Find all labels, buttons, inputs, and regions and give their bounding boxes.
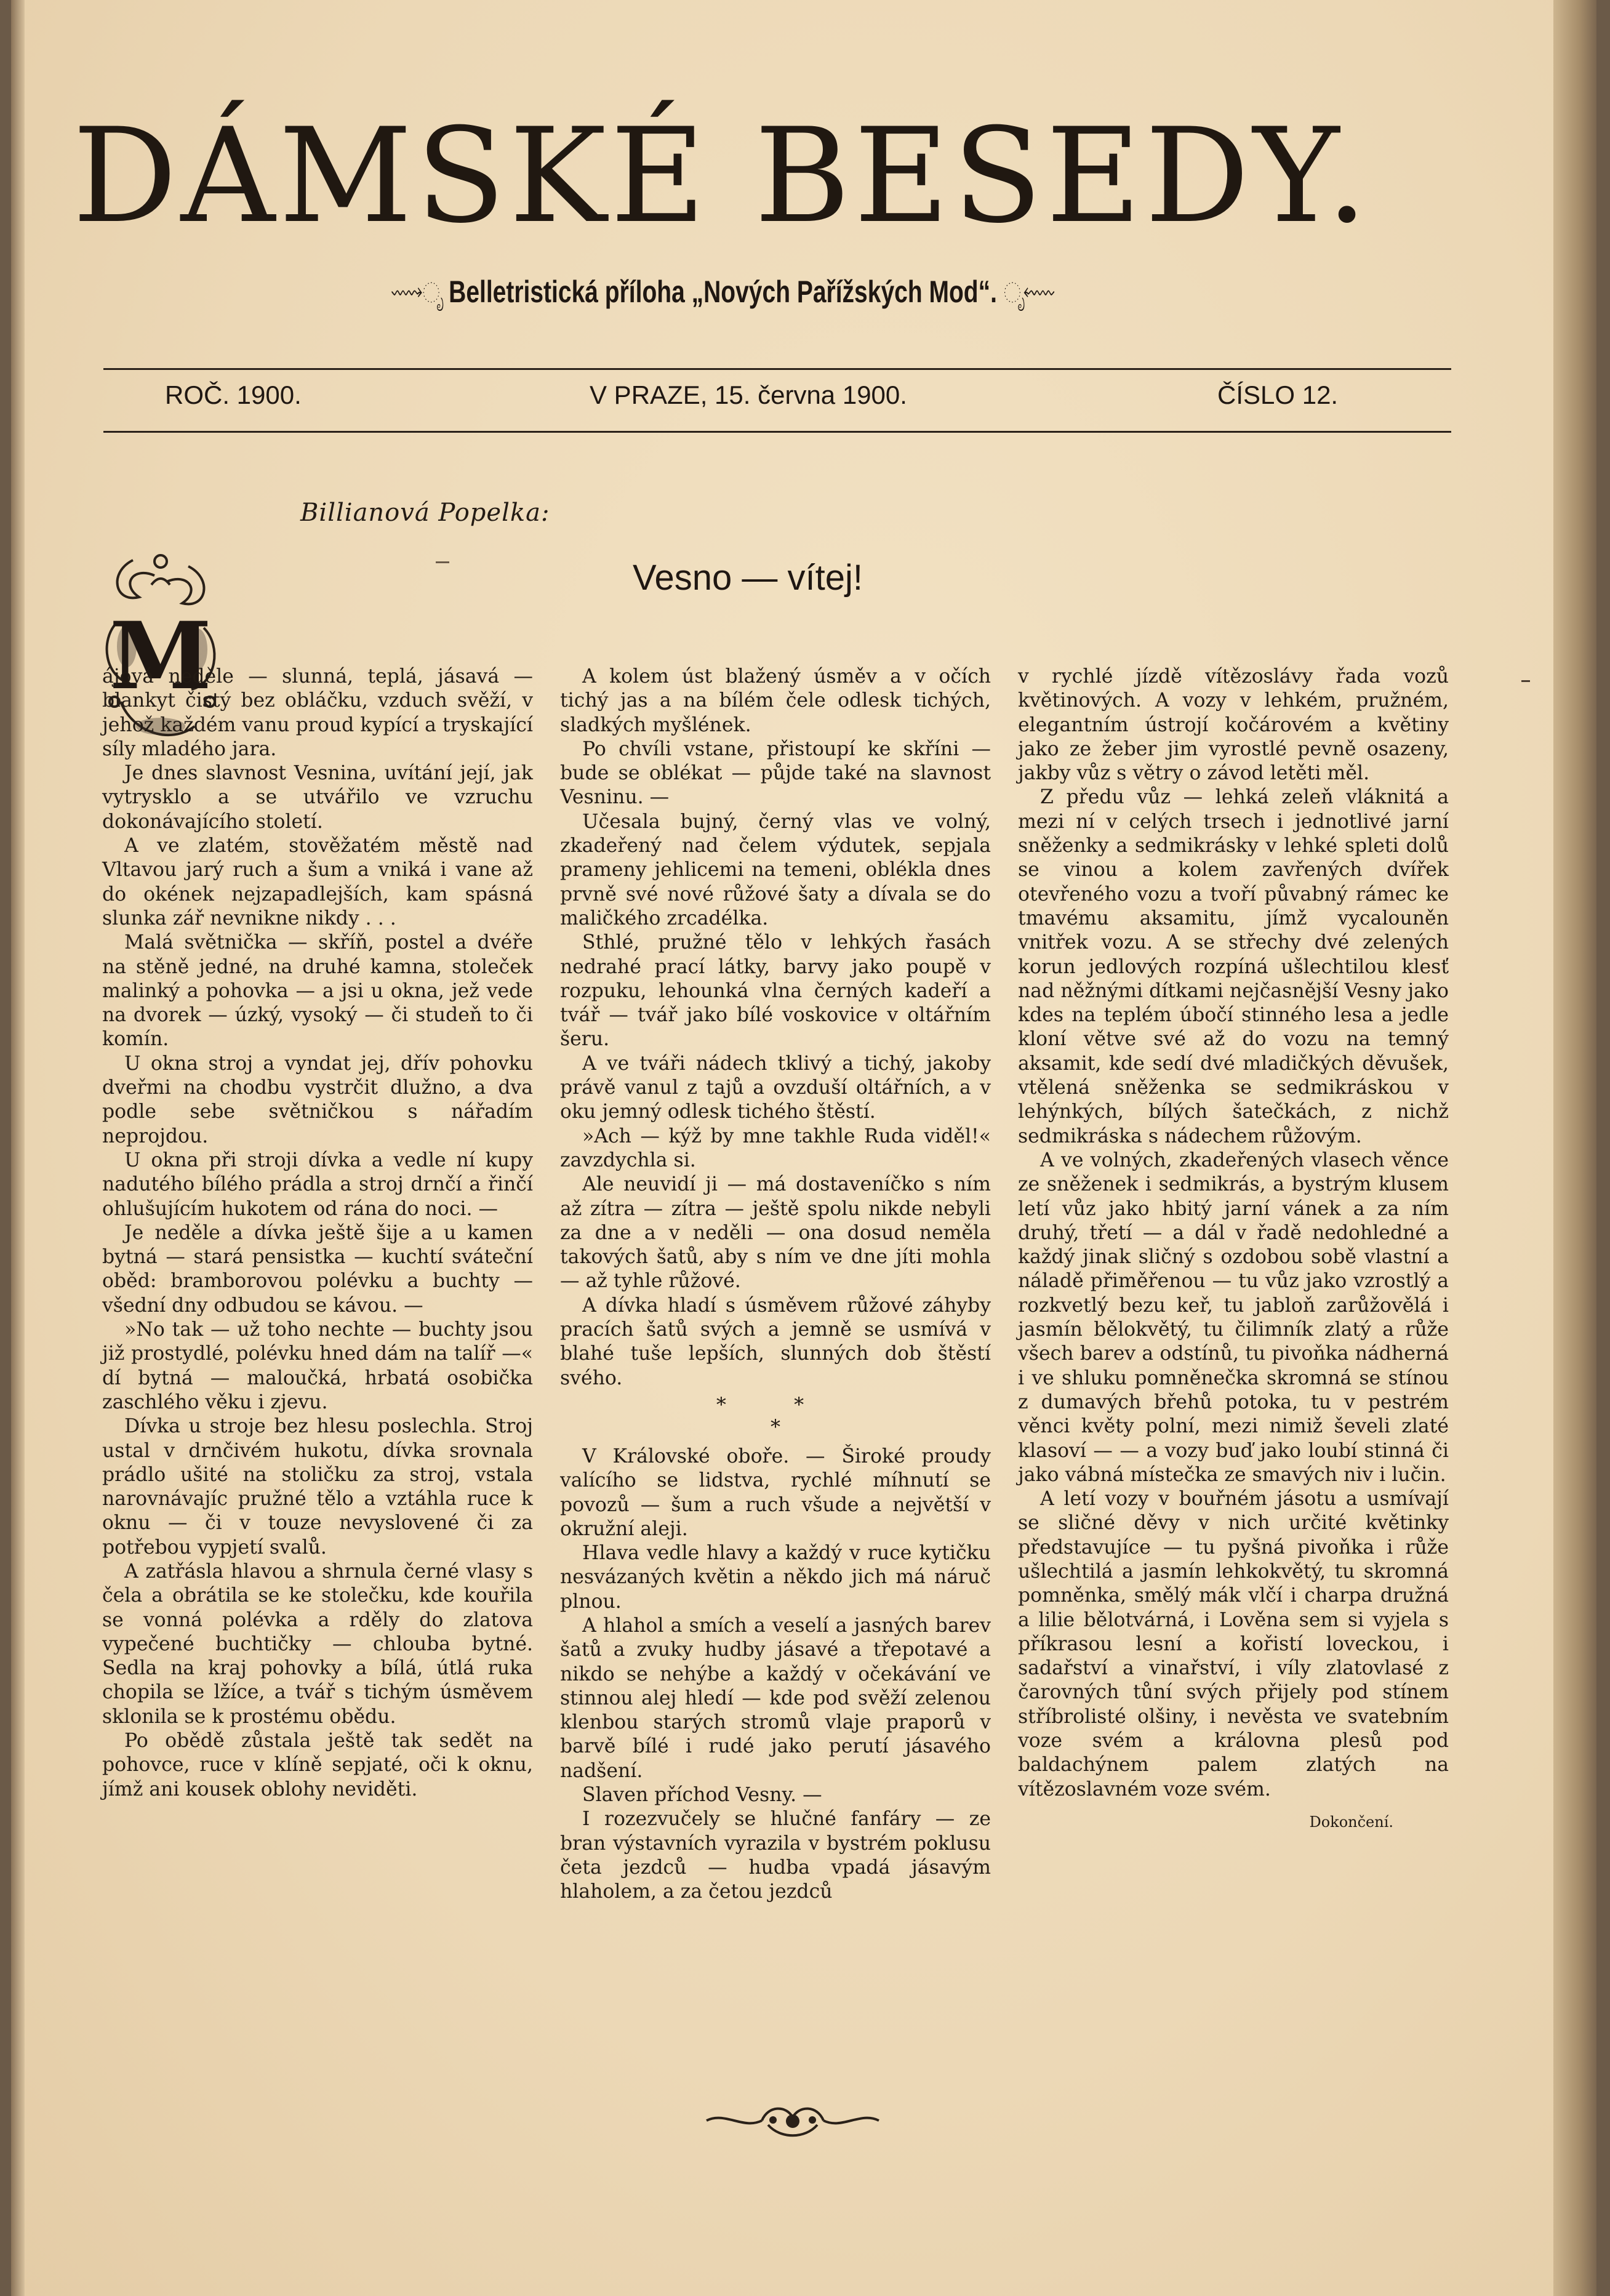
paragraph: A ve tváři nádech tklivý a tichý, jakoby právě vanul z tajů a ovzduší oltářních, a v oku jemný odlesk tichého štěstí.: [560, 1052, 991, 1123]
paragraph: U okna při stroji dívka a vedle ní kupy nadutého bílého prádla a stroj drnčí a řinčí ohlušujícím hukotem od rána do noci. —: [102, 1149, 533, 1220]
ornament-right-icon: ೃ⬳: [1003, 276, 1053, 308]
paragraph: Z předu vůz — lehká zeleň vláknitá a mezi ní v celých trsech i jednotlivé jarní sněženky a sedmikrásky v lehké spleti dolů se vinou a kolem zavřených dvířek otevřeného vozu a tvoří půvabný rámec ke tmavému aksamitu, jímž vycalouněn vnitřek vozu. A se střechy dvé zelených korun jedlových rozpíná ušlechtilou klesť nad něžnými dítkami nejčasnější Vesny jako kdes na teplém úbočí stinného lesa a jedle kloní větve své až do vozu na temný aksamit, kde sedí dvé mladičkých děvušek, vtělená sněženka se sedmikráskou v lehýnkých, bílých šatečkách, z nichž sedmikráska s nádechem růžovým.: [1018, 786, 1449, 1147]
paragraph: Je dnes slavnost Vesnina, uvítání její, jak vytrysklo a se utvářilo ve vzruchu dokonávajícího století.: [102, 762, 533, 833]
paragraph: V Královské oboře. — Široké proudy valícího se lidstva, rychlé míhnutí se povozů — šum a ruch všude a největší v okružní aleji.: [560, 1445, 991, 1540]
masthead-title: DÁMSKÉ BESEDY.: [72, 100, 1372, 252]
paragraph: I rozezvučely se hlučné fanfáry — ze bran výstavních vyrazila v bystrém poklusu četa jezdců — hudba vpadá jásavým hlaholem, a za četou jezdců: [560, 1808, 991, 1903]
column-2: [560, 665, 991, 1905]
paragraph: Je neděle a dívka ještě šije a u kamen bytná — stará pensistka — kuchtí sváteční oběd: bramborovou polévku a buchty — všední dny odbudou se kávou. —: [102, 1221, 533, 1317]
column-3: [1018, 665, 1449, 1834]
column-1: [102, 602, 533, 1802]
paragraph: ájová neděle — slunná, teplá, jásavá — blankyt čistý bez obláčku, vzduch svěží, v jehož každém vanu proud kypící a tryskající síly mladého jara.: [102, 665, 533, 760]
section-divider-star: *: [771, 1415, 780, 1439]
header-rule-bottom: [103, 431, 1451, 433]
paragraph: »Ach — kýž by mne takhle Ruda viděl!« zavzdychla si.: [560, 1125, 991, 1171]
issue-info-bar: [103, 380, 1451, 420]
paragraph: A kolem úst blažený úsměv a v očích tichý jas a na bílém čele odlesk tichých, sladkých myšlének.: [560, 665, 991, 736]
issue-number-label: ČÍSLO 12.: [1217, 380, 1339, 409]
header-rule-top: [103, 368, 1451, 370]
subtitle-text: Belletristická příloha „Nových Pařížských Mod“.: [449, 275, 997, 309]
binding-spine: [1553, 0, 1596, 2296]
paragraph: A dívka hladí s úsměvem růžové záhyby pracích šatů svých a jemně se usmívá v blahé tuše lepších, slunných dob štěstí svého.: [560, 1294, 991, 1389]
tailpiece-ornament-icon: [700, 2099, 885, 2142]
stray-mark: [436, 561, 449, 563]
place-date-label: V PRAZE, 15. června 1900.: [590, 380, 907, 409]
section-divider-stars: * *: [716, 1392, 835, 1416]
paragraph: v rychlé jízdě vítězoslávy řada vozů květinových. A vozy v lehkém, pružném, elegantním ústrojí kočárovém a květiny jako ze žeber jim vyrostlé pevně osazeny, jakby vůz s větry o závod letěti měl.: [1018, 665, 1449, 785]
continued-note: Dokončení.: [1309, 1813, 1393, 1831]
paragraph: A hlahol a smích a veselí a jasných barev šatů a zvuky hudby jásavé a třepotavé a nikdo se nehýbe a každý v očekávání ve stinnou alej hledí — kde pod svěží zelenou klenbou starých stromů vlaje praporů v barvě bílé i rudé jako perutí jásavého nadšení.: [560, 1614, 991, 1782]
ornament-left-icon: ⟿ೃ: [391, 276, 443, 308]
paragraph: Učesala bujný, černý vlas ve volný, zkadeřený nad čelem výdutek, sepjala prameny jehlicemi na temeni, oblékla dnes prvně své nové růžové šaty a dívala se do maličkého zrcadélka.: [560, 810, 991, 929]
page: [11, 0, 1596, 2296]
article-title: Vesno — vítej!: [633, 558, 863, 598]
paragraph: A letí vozy v bouřném jásotu a usmívají se sličné děvy v nich určité květinky představujíce — tu pyšná pivoňka i růže ušlechtilá a jasmín lehkokvětý, tu skromná pomněnka, smělý mák vlčí i charpa družná a lilie bělotvárná, i Lověna sem si vyjela s příkrasou lesní a kořistí loveckou, i sadařství a vinařství, i víly zlatovlasé z čarovných tůní svých přijely pod stínem stříbrolisté olšiny, i nevěsta ve svatebním voze svém a královna plesů pod baldachýnem palem zlatých na vítězoslavném voze svém.: [1018, 1488, 1449, 1800]
paragraph: Ale neuvidí ji — má dostaveníčko s ním až zítra — zítra — ještě spolu nikde nebyli za dne a v neděli — ona dosud neměla takových šatů, aby s ním ve dne jíti mohla — až tyhle růžové.: [560, 1173, 991, 1293]
margin-mark: [1521, 680, 1530, 682]
dropcap-letter: M: [109, 602, 212, 710]
volume-label: ROČ. 1900.: [165, 380, 302, 409]
paragraph: Po chvíli vstane, přistoupí ke skříni — bude se oblékat — půjde také na slavnost Vesninu. —: [560, 737, 991, 809]
paragraph: »No tak — už toho nechte — buchty jsou již prostydlé, polévku hned dám na talíř —« dí bytná — maloučká, hrbatá osobička zaschlého věku i zjevu.: [102, 1319, 533, 1413]
page-left-edge: [11, 0, 25, 2296]
article-author: Billianová Popelka:: [300, 499, 550, 527]
subtitle-line: [167, 274, 1276, 310]
paragraph: Malá světnička — skříň, postel a dvéře na stěně jedné, na druhé kamna, stoleček malinký a pohovka — a jsi u okna, jež vede na dvorek — úzký, vysoký — či studeň to či komín.: [102, 931, 533, 1051]
paragraph: A ve volných, zkadeřených vlasech věnce ze sněženek i sedmikrás, a bystrým klusem letí vůz jako hbitý jarní vánek a za ním druhý, třetí — a dál v řadě nedohledné a každý jinak sličný s ozdobou sobě vlastní a náladě přiměřenou — tu vůz jako vzrostlý a rozkvetlý bezu keř, tu jabloň zarůžovělá i jasmín bělokvětý, tu čilimník zlatý a růže všech barev a odstínů, tu pivoňka nádherná i ve shluku pomněnečka skromná se stínou z dumavých břehů potoka, tu v pestrém věnci květy polní, mezi nimiž ševeli zlaté klasoví — — a vozy buď jako loubí stinná či jako vábná místečka ze smavých niv i lučin.: [1018, 1149, 1449, 1486]
paragraph: Hlava vedle hlavy a každý v ruce kytičku nesvázaných květin a někdo jich má náruč plnou.: [560, 1542, 991, 1613]
paragraph: Sthlé, pružné tělo v lehkých řasách nedrahé prací látky, barvy jako poupě v rozpuku, lehounká vlna černých kadeří a tvář — tvář jako bílé voskovice v oltářním šeru.: [560, 931, 991, 1051]
paragraph: U okna stroj a vyndat jej, dřív pohovku dveřmi na chodbu vystrčit dlužno, a dva podle sebe světničkou s nářadím neprojdou.: [102, 1052, 533, 1147]
paragraph: Dívka u stroje bez hlesu poslechla. Stroj ustal v drnčivém hukotu, dívka srovnala prádlo ušité na stoličku za stroj, vstala narovnávajíc pružné tělo a vztáhla ruce k oknu — či v touze nevyslovené či za potřebou vypjetí svalů.: [102, 1415, 533, 1559]
paragraph: A zatřásla hlavou a shrnula černé vlasy s čela a obrátila se ke stolečku, kde kouřila se vonná polévka a rděly do zlatova vypečené buchtičky — chlouba bytné. Sedla na kraj pohovky a bílá, útlá ruka chopila se lžíce, a tvář s tichým úsměvem sklonila se k prostému obědu.: [102, 1560, 533, 1728]
paragraph: Slaven příchod Vesny. —: [582, 1784, 822, 1807]
paragraph: A ve zlatém, stověžatém městě nad Vltavou jarý ruch a šum a vniká i vane až do okének nejzapadlejších, kam spásná slunka zář nevnikne nikdy . . .: [102, 835, 533, 929]
col2a-text: [560, 665, 991, 1391]
col2b-text: [560, 1445, 991, 1905]
col3-text: [1018, 665, 1449, 1802]
col1-text: [102, 665, 533, 1802]
paragraph: Po obědě zůstala ještě tak sedět na pohovce, ruce v klíně sepjaté, oči k oknu, jímž ani kousek oblohy neviděti.: [102, 1730, 533, 1800]
